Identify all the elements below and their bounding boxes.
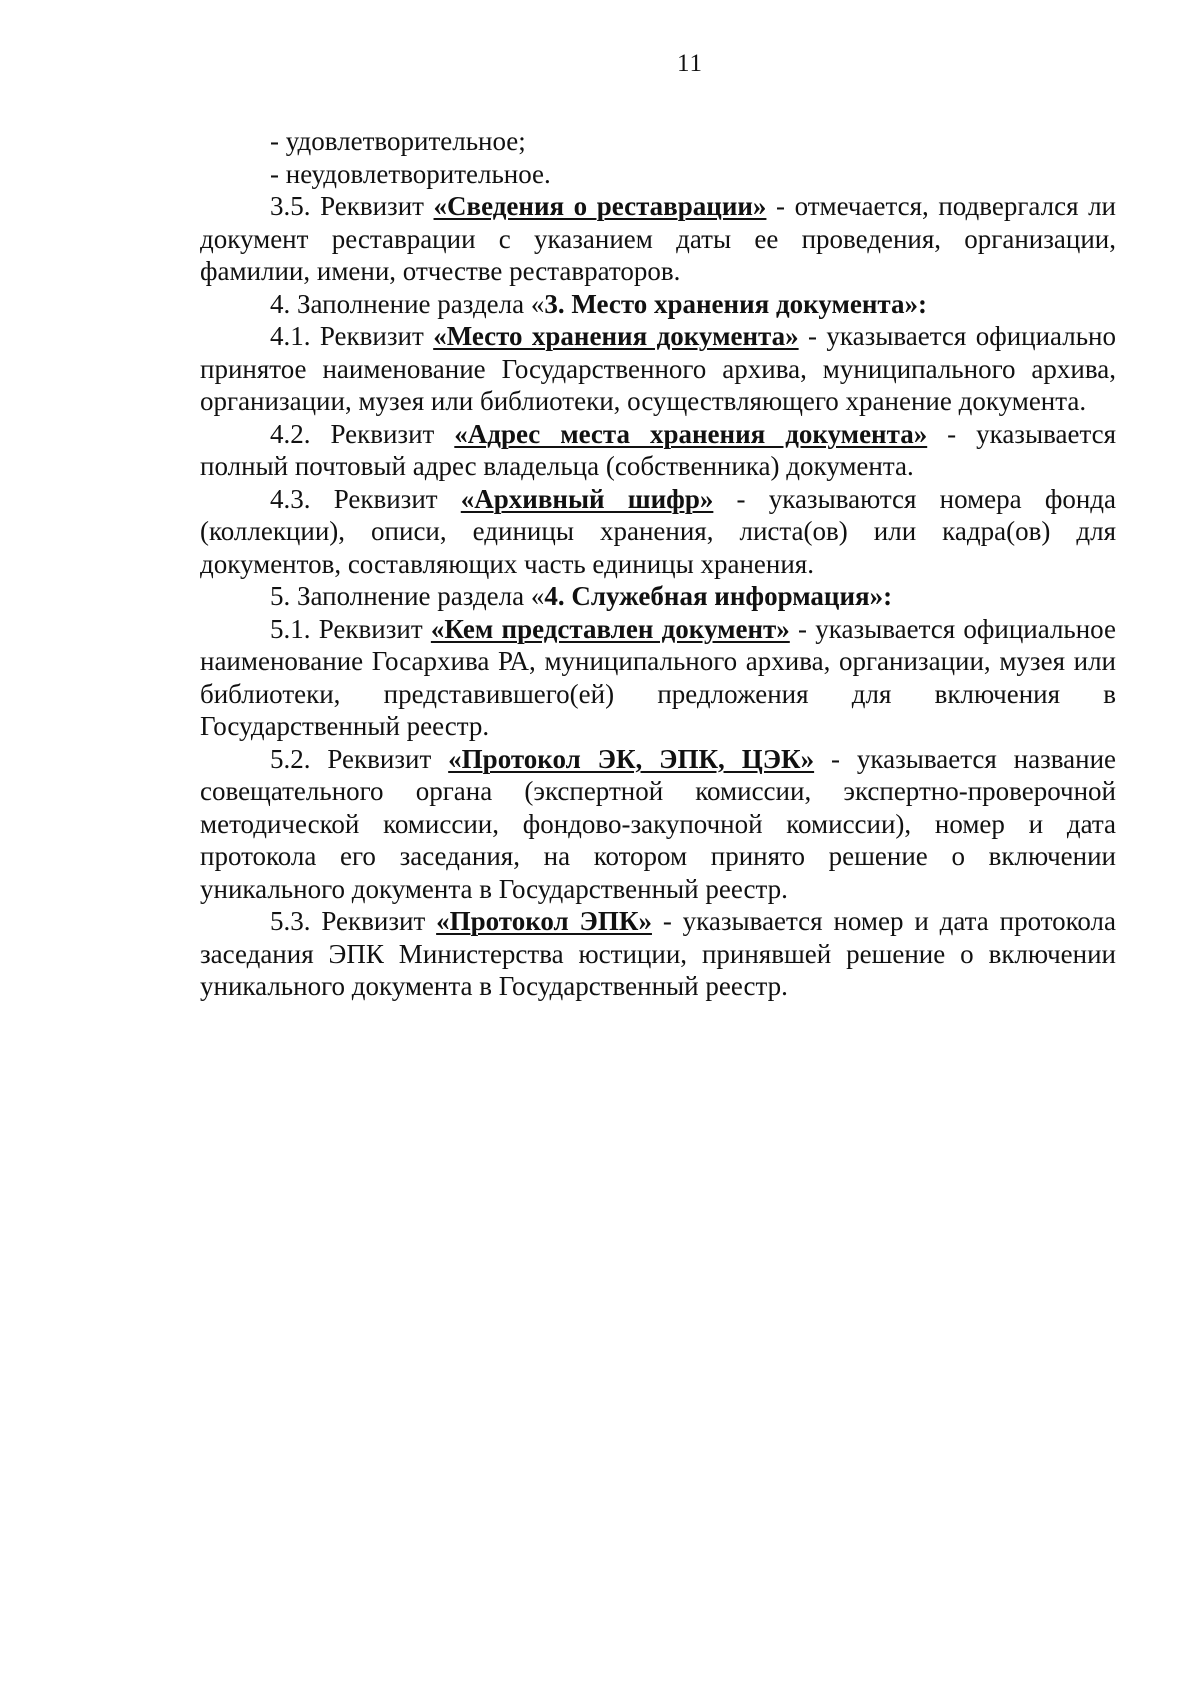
requisite-name: «Место хранения документа» [433,321,799,351]
paragraph-number: 4.2. Реквизит [270,418,455,449]
list-item: - неудовлетворительное. [270,158,551,189]
page-number: 11 [676,50,704,77]
section-prefix: 4. Заполнение раздела « [270,288,545,319]
requisite-name: «Протокол ЭК, ЭПК, ЦЭК» [448,743,815,774]
list-item: - удовлетворительное; [270,126,526,156]
requisite-name: «Протокол ЭПК» [436,906,652,936]
paragraph-text: - указывается официально принятое наименование Государственного архива, муниципального архива, организации, музея или библиотеки, осуществляющего хранение документа. [200,321,1116,416]
requisite-name: «Адрес места хранения документа» [454,418,928,449]
paragraph-number: 5.1. Реквизит [270,613,431,644]
requisite-name: «Сведения о реставрации» [433,191,767,221]
section-title: 3. Место хранения документа [544,288,905,319]
requisite-name: «Кем представлен документ» [430,613,790,644]
paragraph-text: - указывается название совещательного органа (экспертной комиссии, экспертно-проверочной методической комиссии, фондово-закупочной комиссии), номер и дата протокола его заседания, на котором принято решение о включении уникального документа в Государственный реестр. [200,743,1117,904]
requisite-name: «Архивный шифр» [460,483,714,514]
paragraph-text: - указываются номера фонда (коллекции), описи, единицы хранения, листа(ов) или кадра(ов) для документов, составляющих часть единицы хранения. [200,483,1116,579]
paragraph-4-1 [200,320,1116,418]
paragraph-5-1 [200,613,1116,743]
section-heading-4 [200,288,1116,321]
paragraph-5-3 [200,905,1116,1003]
paragraph-number: 3.5. Реквизит [270,191,434,221]
paragraph-4-2 [200,418,1116,483]
section-suffix: »: [869,581,893,611]
paragraph-4-3 [200,483,1116,581]
paragraph-text: - указывается официальное наименование Госархива РА, муниципального архива, организации, музея или библиотеки, представившего(ей) предложения для включения в Государственный реестр. [200,613,1116,741]
section-suffix: »: [904,288,928,319]
paragraph-5-2 [200,743,1116,906]
document-body [200,125,1116,1003]
section-prefix: 5. Заполнение раздела « [270,581,545,611]
paragraph-number: 4.1. Реквизит [270,321,434,351]
paragraph-number: 5.3. Реквизит [270,906,437,936]
section-heading-5 [200,580,1116,613]
paragraph-number: 5.2. Реквизит [270,743,449,774]
paragraph-3-5 [200,190,1116,288]
paragraph-text: - указывается полный почтовый адрес владельца (собственника) документа. [200,418,1117,481]
paragraph-text: - отмечается, подвергался ли документ реставрации с указанием даты ее проведения, организации, фамилии, имени, отчестве реставраторов. [200,191,1116,286]
section-title: 4. Служебная информация [544,581,870,611]
paragraph-number: 4.3. Реквизит [270,483,461,514]
paragraph-text: - указывается номер и дата протокола заседания ЭПК Министерства юстиции, принявшей решение о включении уникального документа в Государственный реестр. [200,906,1117,1001]
